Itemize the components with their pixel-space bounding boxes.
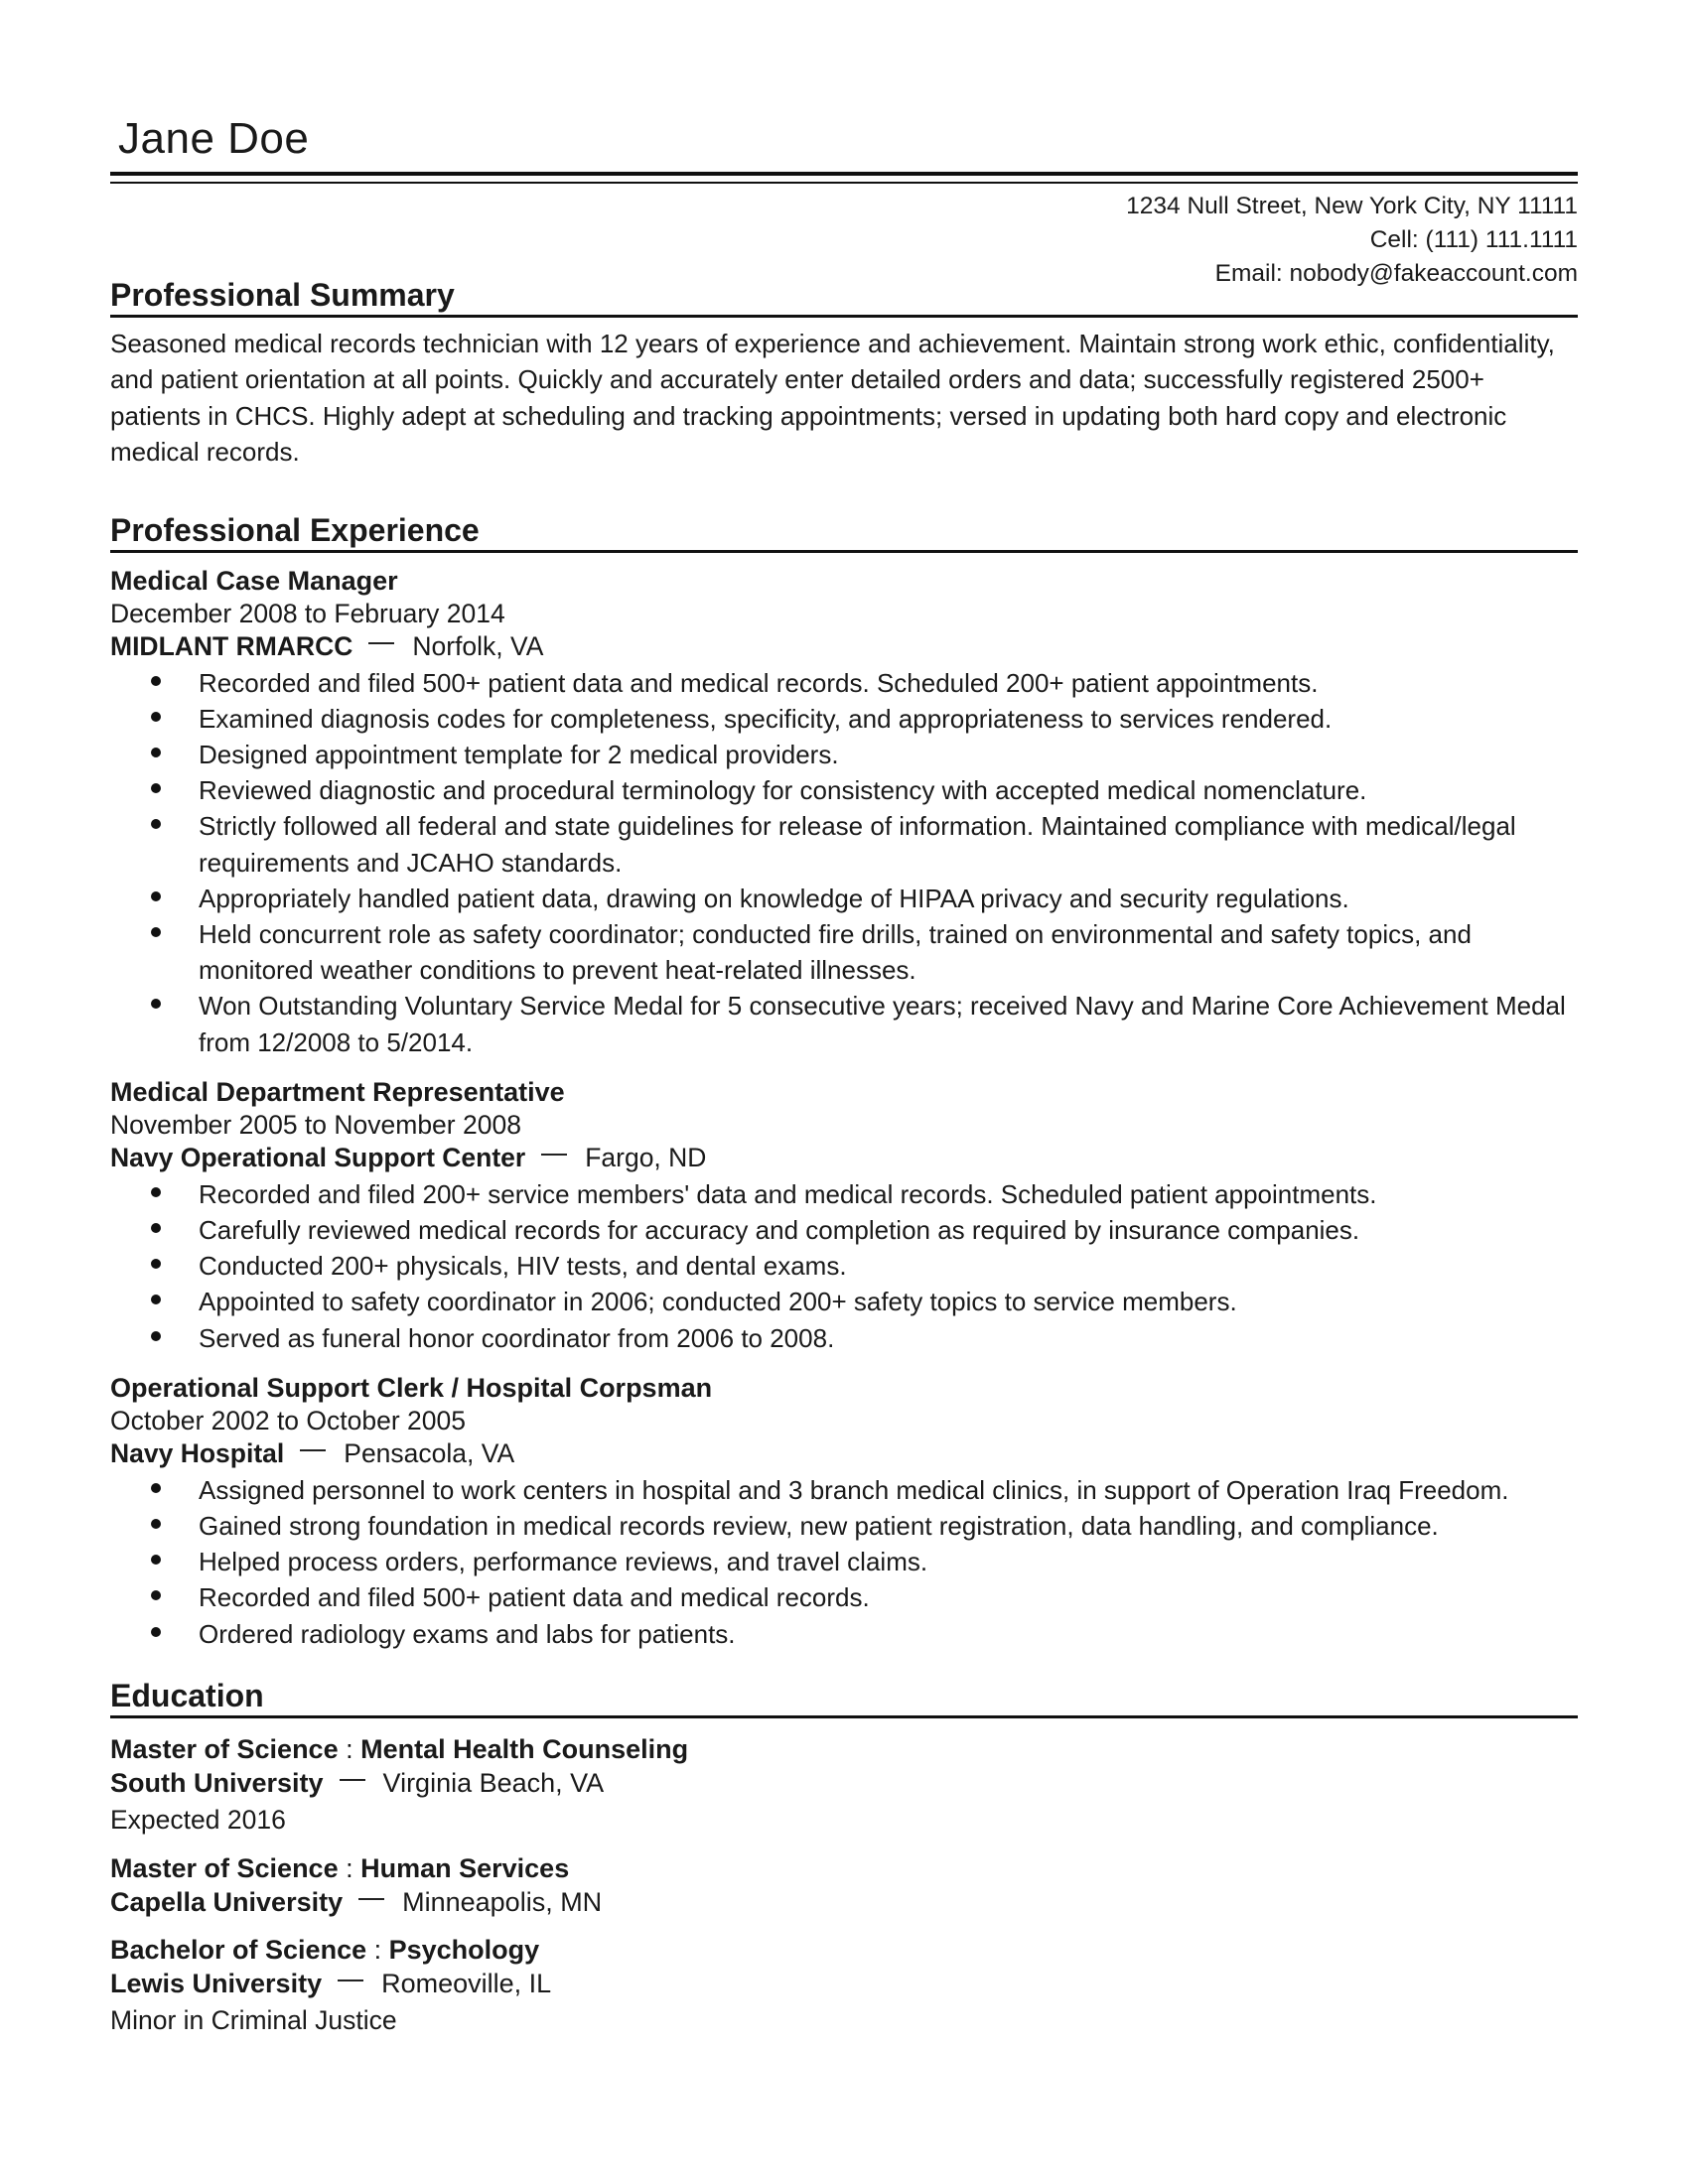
job-dates: October 2002 to October 2005 <box>110 1405 466 1435</box>
education-entry <box>110 1732 1578 1838</box>
employer-location: Fargo, ND <box>585 1142 707 1172</box>
bullet-item <box>110 1320 1578 1356</box>
contact-address: 1234 Null Street, New York City, NY 11111 <box>1126 192 1578 219</box>
school-name: Capella University <box>110 1886 344 1917</box>
bullet-text: Appropriately handled patient data, drawing on knowledge of HIPAA privacy and security regulations. <box>199 883 1349 913</box>
job-dates: December 2008 to February 2014 <box>110 598 505 628</box>
summary-divider <box>110 315 1578 318</box>
employer-name: MIDLANT RMARCC <box>110 630 353 661</box>
experience-title: Professional Experience <box>110 511 480 548</box>
education-entry <box>110 1851 1578 1919</box>
bullet-dot-icon <box>151 1555 161 1565</box>
bullet-item <box>110 772 1578 808</box>
bullet-item <box>110 1544 1578 1579</box>
degree-separator: : <box>338 1852 361 1883</box>
em-dash-separator <box>358 1898 384 1900</box>
em-dash-separator <box>338 1979 363 1981</box>
bullet-text: Ordered radiology exams and labs for patients. <box>199 1618 736 1649</box>
bullet-item <box>110 808 1578 880</box>
school-name: Lewis University <box>110 1968 323 1998</box>
degree-field: Psychology <box>388 1934 540 1965</box>
experience-divider <box>110 550 1578 553</box>
education-section <box>110 1676 1578 2038</box>
school-line <box>110 1766 1578 1800</box>
summary-section <box>110 275 1578 471</box>
bullet-item <box>110 1616 1578 1652</box>
summary-text: Seasoned medical records technician with 12 years of experience and achievement. Maintain strong work ethic, confidentiality, and patient orientation at all points. Quickly and accurately enter detailed orders and data; successfully registered 2500+ patients in CHCS. Highly adept at scheduling and tracking appointments; versed in updating both hard copy and electronic medical records. <box>110 328 1555 467</box>
em-dash-separator <box>300 1449 326 1451</box>
job-bullet-list <box>110 1472 1578 1652</box>
school-name: South University <box>110 1767 324 1798</box>
name-divider-thin <box>110 182 1578 184</box>
job-entry <box>110 565 1578 1060</box>
bullet-dot-icon <box>151 1259 161 1269</box>
em-dash-separator <box>541 1154 567 1156</box>
bullet-dot-icon <box>151 748 161 757</box>
degree-separator: : <box>366 1934 389 1965</box>
bullet-item <box>110 1508 1578 1544</box>
job-bullet-list <box>110 1176 1578 1356</box>
bullet-text: Strictly followed all federal and state guidelines for release of information. Maintained compliance with medical/legal requirements and JCAHO standards. <box>199 811 1516 878</box>
degree-line <box>110 1851 1578 1885</box>
bullet-item <box>110 737 1578 772</box>
bullet-item <box>110 701 1578 737</box>
bullet-item <box>110 1176 1578 1212</box>
bullet-text: Recorded and filed 500+ patient data and medical records. Scheduled 200+ patient appointments. <box>199 667 1319 698</box>
bullet-dot-icon <box>151 1590 161 1600</box>
education-list <box>110 1732 1578 2038</box>
bullet-dot-icon <box>151 891 161 901</box>
bullet-dot-icon <box>151 1627 161 1637</box>
education-divider <box>110 1715 1578 1718</box>
bullet-text: Carefully reviewed medical records for accuracy and completion as required by insurance companies. <box>199 1214 1360 1245</box>
education-title: Education <box>110 1677 264 1713</box>
bullet-item <box>110 1284 1578 1319</box>
job-bullet-list <box>110 665 1578 1060</box>
employer-location: Pensacola, VA <box>344 1437 515 1468</box>
education-entry <box>110 1933 1578 2038</box>
employer-name: Navy Operational Support Center <box>110 1142 526 1172</box>
bullet-item <box>110 1472 1578 1508</box>
bullet-item <box>110 881 1578 916</box>
bullet-text: Recorded and filed 500+ patient data and medical records. <box>199 1582 870 1613</box>
bullet-item <box>110 665 1578 701</box>
candidate-name: Jane Doe <box>118 114 310 163</box>
summary-title: Professional Summary <box>110 276 455 313</box>
degree-field: Mental Health Counseling <box>360 1733 689 1764</box>
job-list <box>110 565 1578 1652</box>
job-employer-line <box>110 1142 1578 1174</box>
experience-section <box>110 510 1578 1652</box>
degree-name: Master of Science <box>110 1733 339 1764</box>
bullet-item <box>110 1248 1578 1284</box>
bullet-text: Held concurrent role as safety coordinator; conducted fire drills, trained on environmental and safety topics, and monitored weather conditions to prevent heat-related illnesses. <box>199 918 1472 986</box>
bullet-dot-icon <box>151 1187 161 1197</box>
bullet-dot-icon <box>151 1483 161 1493</box>
bullet-text: Gained strong foundation in medical records review, new patient registration, data handling, and compliance. <box>199 1510 1439 1541</box>
job-title: Medical Case Manager <box>110 565 398 596</box>
resume-content <box>110 111 1578 2038</box>
bullet-text: Assigned personnel to work centers in hospital and 3 branch medical clinics, in support of Operation Iraq Freedom. <box>199 1474 1509 1505</box>
bullet-dot-icon <box>151 1223 161 1233</box>
name-divider-thick <box>110 172 1578 176</box>
school-location: Romeoville, IL <box>381 1968 552 1998</box>
bullet-item <box>110 1579 1578 1615</box>
degree-name: Master of Science <box>110 1852 339 1883</box>
employer-name: Navy Hospital <box>110 1437 285 1468</box>
school-line <box>110 1967 1578 2000</box>
degree-separator: : <box>338 1733 361 1764</box>
bullet-dot-icon <box>151 783 161 793</box>
school-line <box>110 1885 1578 1919</box>
school-location: Minneapolis, MN <box>402 1886 603 1917</box>
bullet-dot-icon <box>151 1519 161 1529</box>
bullet-dot-icon <box>151 676 161 686</box>
bullet-dot-icon <box>151 1331 161 1341</box>
bullet-dot-icon <box>151 927 161 937</box>
bullet-text: Won Outstanding Voluntary Service Medal for 5 consecutive years; received Navy and Marine Core Achievement Medal from 12/2008 to 5/2014. <box>199 991 1566 1057</box>
bullet-text: Recorded and filed 200+ service members' data and medical records. Scheduled patient appointments. <box>199 1178 1377 1209</box>
bullet-text: Helped process orders, performance reviews, and travel claims. <box>199 1547 928 1577</box>
bullet-dot-icon <box>151 712 161 722</box>
contact-cell: Cell: (111) 111.1111 <box>1369 225 1578 253</box>
bullet-text: Designed appointment template for 2 medical providers. <box>199 739 839 769</box>
bullet-dot-icon <box>151 999 161 1009</box>
bullet-dot-icon <box>151 819 161 829</box>
degree-name: Bachelor of Science <box>110 1934 367 1965</box>
job-employer-line <box>110 630 1578 663</box>
education-note: Expected 2016 <box>110 1804 286 1835</box>
bullet-text: Reviewed diagnostic and procedural terminology for consistency with accepted medical nomenclature. <box>199 775 1367 806</box>
bullet-item <box>110 916 1578 988</box>
school-location: Virginia Beach, VA <box>382 1767 605 1798</box>
bullet-item <box>110 988 1578 1059</box>
job-entry <box>110 1076 1578 1356</box>
degree-line <box>110 1732 1578 1766</box>
bullet-dot-icon <box>151 1295 161 1304</box>
bullet-text: Appointed to safety coordinator in 2006; conducted 200+ safety topics to service members. <box>199 1287 1237 1317</box>
education-note: Minor in Criminal Justice <box>110 2004 397 2035</box>
em-dash-separator <box>368 642 394 644</box>
contact-email: Email: nobody@fakeaccount.com <box>1214 259 1578 287</box>
job-title: Operational Support Clerk / Hospital Corpsman <box>110 1372 713 1403</box>
employer-location: Norfolk, VA <box>412 630 544 661</box>
em-dash-separator <box>340 1779 365 1781</box>
bullet-text: Served as funeral honor coordinator from 2006 to 2008. <box>199 1322 835 1353</box>
job-dates: November 2005 to November 2008 <box>110 1109 521 1140</box>
bullet-item <box>110 1212 1578 1248</box>
job-entry <box>110 1372 1578 1652</box>
bullet-text: Conducted 200+ physicals, HIV tests, and dental exams. <box>199 1251 847 1282</box>
job-employer-line <box>110 1437 1578 1470</box>
job-title: Medical Department Representative <box>110 1076 565 1107</box>
bullet-text: Examined diagnosis codes for completeness, specificity, and appropriateness to services rendered. <box>199 703 1333 734</box>
degree-line <box>110 1933 1578 1967</box>
degree-field: Human Services <box>360 1852 570 1883</box>
